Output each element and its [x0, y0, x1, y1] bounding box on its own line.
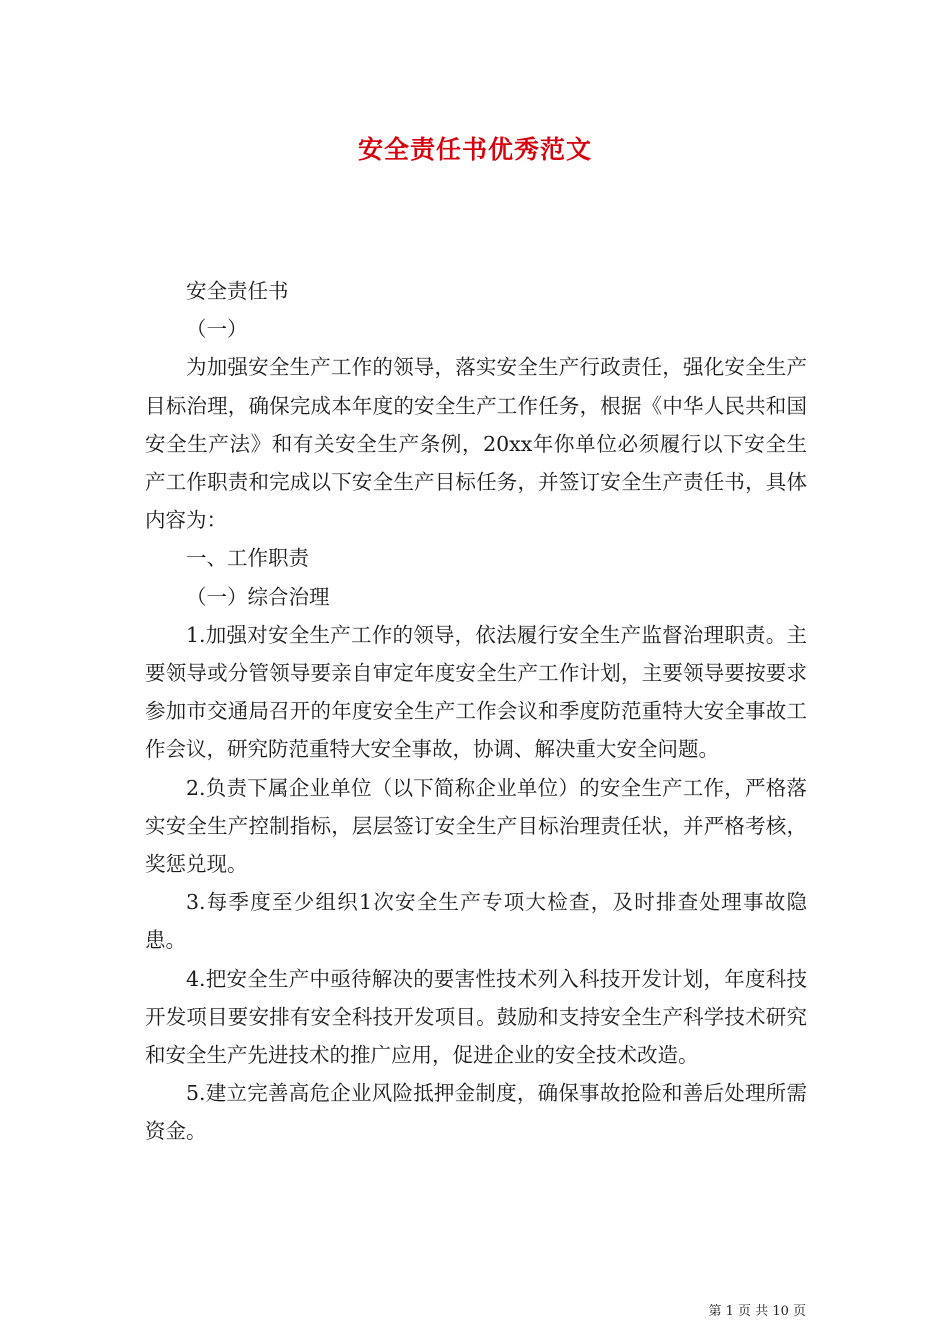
duty-item-1: 1.加强对安全生产工作的领导，依法履行安全生产监督治理职责。主要领导或分管领导要亲自审定年度安全生产工作计划，主要领导要按要求参加市交通局召开的年度安全生产工作会议和季度防范重特大安全事故工作会议，研究防范重特大安全事故，协调、解决重大安全问题。	[145, 622, 807, 762]
section-number-one: （一）	[186, 317, 248, 342]
page-number-footer: 第 1 页 共 10 页	[708, 1304, 806, 1319]
subsection-heading-comprehensive-management: （一）综合治理	[186, 584, 330, 609]
section-heading-responsibility-letter: 安全责任书	[186, 279, 289, 303]
duty-item-2: 2.负责下属企业单位（以下简称企业单位）的安全生产工作，严格落实安全生产控制指标，层层签订安全生产目标治理责任状，并严格考核，奖惩兑现。	[145, 775, 807, 877]
document-title: 安全责任书优秀范文	[357, 135, 592, 164]
section-heading-duties: 一、工作职责	[186, 546, 309, 571]
document-body	[145, 272, 807, 1151]
duty-item-4: 4.把安全生产中亟待解决的要害性技术列入科技开发计划，年度科技开发项目要安排有安全科技开发项目。鼓励和支持安全生产科学技术研究和安全生产先进技术的推广应用，促进企业的安全技术改造。	[145, 966, 807, 1068]
intro-paragraph: 为加强安全生产工作的领导，落实安全生产行政责任，强化安全生产目标治理，确保完成本年度的安全生产工作任务，根据《中华人民共和国安全生产法》和有关安全生产条例，20xx年你单位必须履行以下安全生产工作职责和完成以下安全生产目标任务，并签订安全生产责任书，具体内容为：	[145, 355, 807, 533]
duty-item-3: 3.每季度至少组织1次安全生产专项大检查，及时排查处理事故隐患。	[145, 890, 807, 953]
duty-item-5: 5.建立完善高危企业风险抵押金制度，确保事故抢险和善后处理所需资金。	[145, 1081, 807, 1144]
